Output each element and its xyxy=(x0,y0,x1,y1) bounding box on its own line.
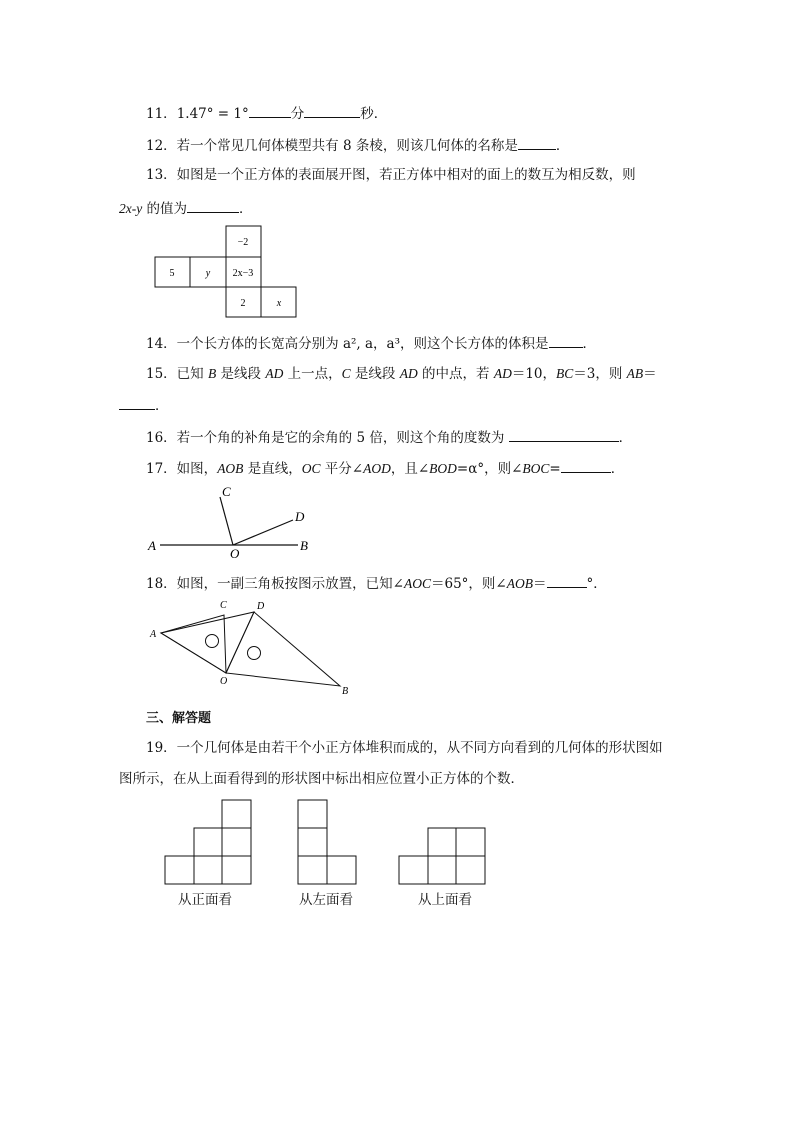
answer-blank[interactable] xyxy=(119,395,155,410)
question-14: 14．一个长方体的长宽高分别为 a², a，a³，则这个长方体的体积是 ． xyxy=(146,333,596,353)
point-O: O xyxy=(230,546,240,561)
question-13-line2: 2x-y 的值为 ． xyxy=(119,198,253,218)
section-heading: 三、解答题 xyxy=(146,711,212,726)
point-C: C xyxy=(220,600,227,611)
point-B: B xyxy=(300,538,308,553)
point-A: A xyxy=(150,629,157,640)
question-16: 16．若一个角的补角是它的余角的 5 倍，则这个角的度数为 ． xyxy=(146,427,632,447)
net-cell-bottom2: x xyxy=(276,298,282,309)
three-views-figure xyxy=(0,790,794,890)
caption-top-view: 从上面看 xyxy=(418,892,472,908)
point-B: B xyxy=(342,686,349,697)
question-19-line2: 图所示，在从上面看得到的形状图中标出相应位置小正方体的个数． xyxy=(119,771,524,787)
angle-expression: 1.47° = 1° xyxy=(176,106,249,122)
question-11: 11．1.47° = 1° 分 秒． xyxy=(146,103,387,123)
question-17: 17．如图，AOB 是直线，OC 平分∠AOD，且∠BOD=α°，则∠BOC= ． xyxy=(146,458,624,478)
question-12: 12．若一个常见几何体模型共有 8 条棱，则该几何体的名称是 ． xyxy=(146,135,569,155)
net-cell-bottom1: 2 xyxy=(240,298,246,309)
net-cell-center: 2x−3 xyxy=(232,268,254,279)
triangle-set-figure-18 xyxy=(0,595,794,700)
net-cell-left2: y xyxy=(205,268,211,279)
caption-left-view: 从左面看 xyxy=(299,892,353,908)
point-C: C xyxy=(222,484,231,499)
net-cell-left1: 5 xyxy=(169,268,175,279)
angle-figure-17 xyxy=(0,480,794,565)
answer-blank[interactable] xyxy=(561,458,611,473)
question-19-line1: 19．一个几何体是由若干个小正方体堆积而成的，从不同方向看到的几何体的形状图如 xyxy=(146,740,663,756)
cube-net-figure xyxy=(0,0,794,330)
answer-blank[interactable] xyxy=(509,427,619,442)
point-D: D xyxy=(257,601,265,612)
answer-blank[interactable] xyxy=(549,333,583,348)
question-15-line1: 15．已知 B 是线段 AD 上一点，C 是线段 AD 的中点，若 AD＝10，BC＝3，则 AB＝ xyxy=(146,366,657,382)
net-cell-top: −2 xyxy=(237,237,249,248)
point-D: D xyxy=(295,509,305,524)
point-O: O xyxy=(220,676,228,687)
answer-blank[interactable] xyxy=(547,573,587,588)
point-A: A xyxy=(148,538,156,553)
question-18: 18．如图，一副三角板按图示放置，已知∠AOC＝65°，则∠AOB＝ °． xyxy=(146,573,607,593)
question-13-line1: 13．如图是一个正方体的表面展开图，若正方体中相对的面上的数互为相反数，则 xyxy=(146,167,636,183)
caption-front-view: 从正面看 xyxy=(178,892,232,908)
question-15-line2: ． xyxy=(119,395,169,415)
